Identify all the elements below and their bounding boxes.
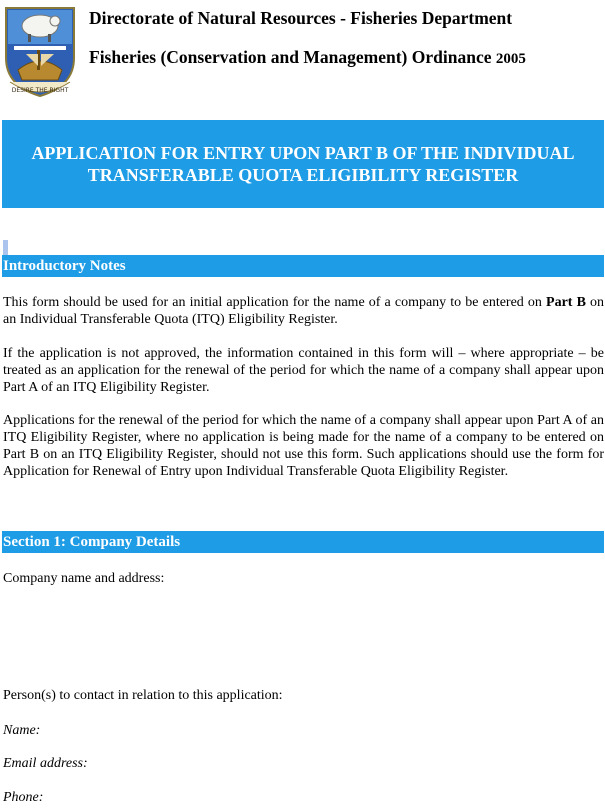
company-name-address-label: Company name and address:	[3, 571, 165, 586]
intro-paragraph-2: If the application is not approved, the information contained in this form will – where appropriate – be treated as an application for the renewal of the period for which the name of a company shall appear upon Part A of an ITQ Eligibility Register.	[3, 346, 604, 395]
ordinance-title	[89, 47, 526, 68]
intro-p1-text-after: on an Individual Transferable Quota (ITQ) Eligibility Register.	[3, 295, 605, 327]
ordinance-year: 2005	[495, 51, 526, 67]
document-header	[0, 0, 605, 110]
text-cursor-marker	[3, 240, 8, 256]
section-heading-company-details: Section 1: Company Details	[2, 531, 604, 553]
contact-email-label: Email address:	[3, 756, 88, 771]
contact-phone-label: Phone:	[3, 790, 44, 805]
ordinance-name: Fisheries (Conservation and Management) Ordinance	[89, 47, 492, 67]
intro-p1-text-before: This form should be used for an initial application for the name of a company to be entered on	[3, 295, 547, 310]
form-title-banner	[2, 120, 604, 208]
section-heading-introductory-notes: Introductory Notes	[2, 255, 604, 277]
intro-p1-bold: Part B	[546, 295, 586, 310]
intro-paragraph-1	[3, 294, 604, 328]
crest-motto: DESIRE THE RIGHT	[11, 87, 69, 94]
form-title: APPLICATION FOR ENTRY UPON PART B OF THE INDIVIDUAL TRANSFERABLE QUOTA ELIGIBILITY REGISTER	[31, 143, 575, 185]
intro-paragraph-3: Applications for the renewal of the period for which the name of a company shall appear upon Part A of an ITQ Eligibility Register, where no application is being made for the name of a company to be entered on Part B on an ITQ Eligibility Register, should not use this form. Such applications should use the form for Application for Renewal of Entry upon Individual Transferable Quota Eligibility Register.	[3, 413, 604, 479]
organization-title: Directorate of Natural Resources - Fisheries Department	[89, 8, 513, 28]
contact-persons-label: Person(s) to contact in relation to this application:	[3, 688, 283, 703]
contact-name-label: Name:	[3, 723, 41, 738]
coat-of-arms-icon	[4, 6, 76, 100]
